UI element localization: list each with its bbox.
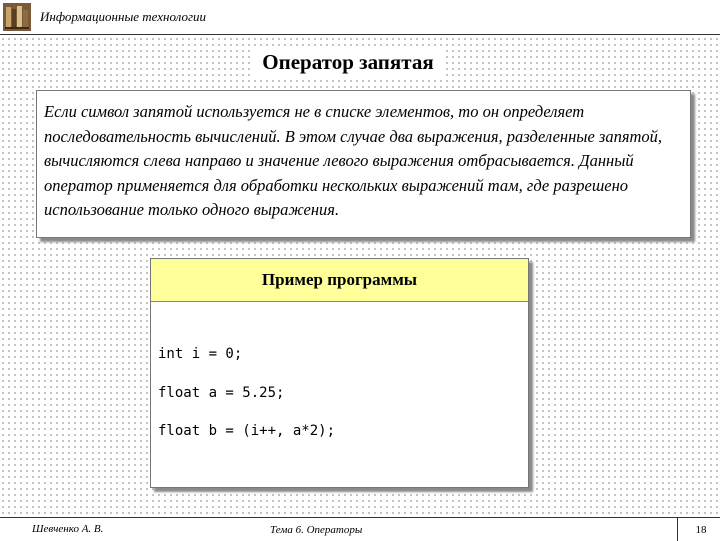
example-title: Пример программы: [151, 259, 528, 302]
footer-author: Шевченко А. В.: [32, 523, 104, 535]
slide-footer: [0, 517, 720, 541]
books-icon: [3, 3, 31, 31]
code-line: float b = (i++, a*2);: [158, 423, 336, 439]
header-title: Информационные технологии: [40, 9, 207, 24]
code-line: int i = 0;: [158, 346, 243, 362]
description-box: [36, 90, 691, 238]
slide-title: Оператор запятая: [250, 47, 446, 77]
description-text: Если символ запятой используется не в списке элементов, то он определяет последовательность вычислений. В этом случае два выражения, разделенные запятой, вычисляются слева направо и значение левого выражения отбрасывается. Данный оператор применяется для обработки нескольких выражений там, где разрешено использование только одного выражения.: [44, 102, 663, 219]
footer-topic: Тема 6. Операторы: [270, 524, 363, 536]
page-number: 18: [695, 524, 707, 536]
slide-header: [0, 0, 720, 35]
footer-divider: [677, 518, 678, 541]
example-box: [150, 258, 529, 488]
code-line: float a = 5.25;: [158, 385, 285, 401]
